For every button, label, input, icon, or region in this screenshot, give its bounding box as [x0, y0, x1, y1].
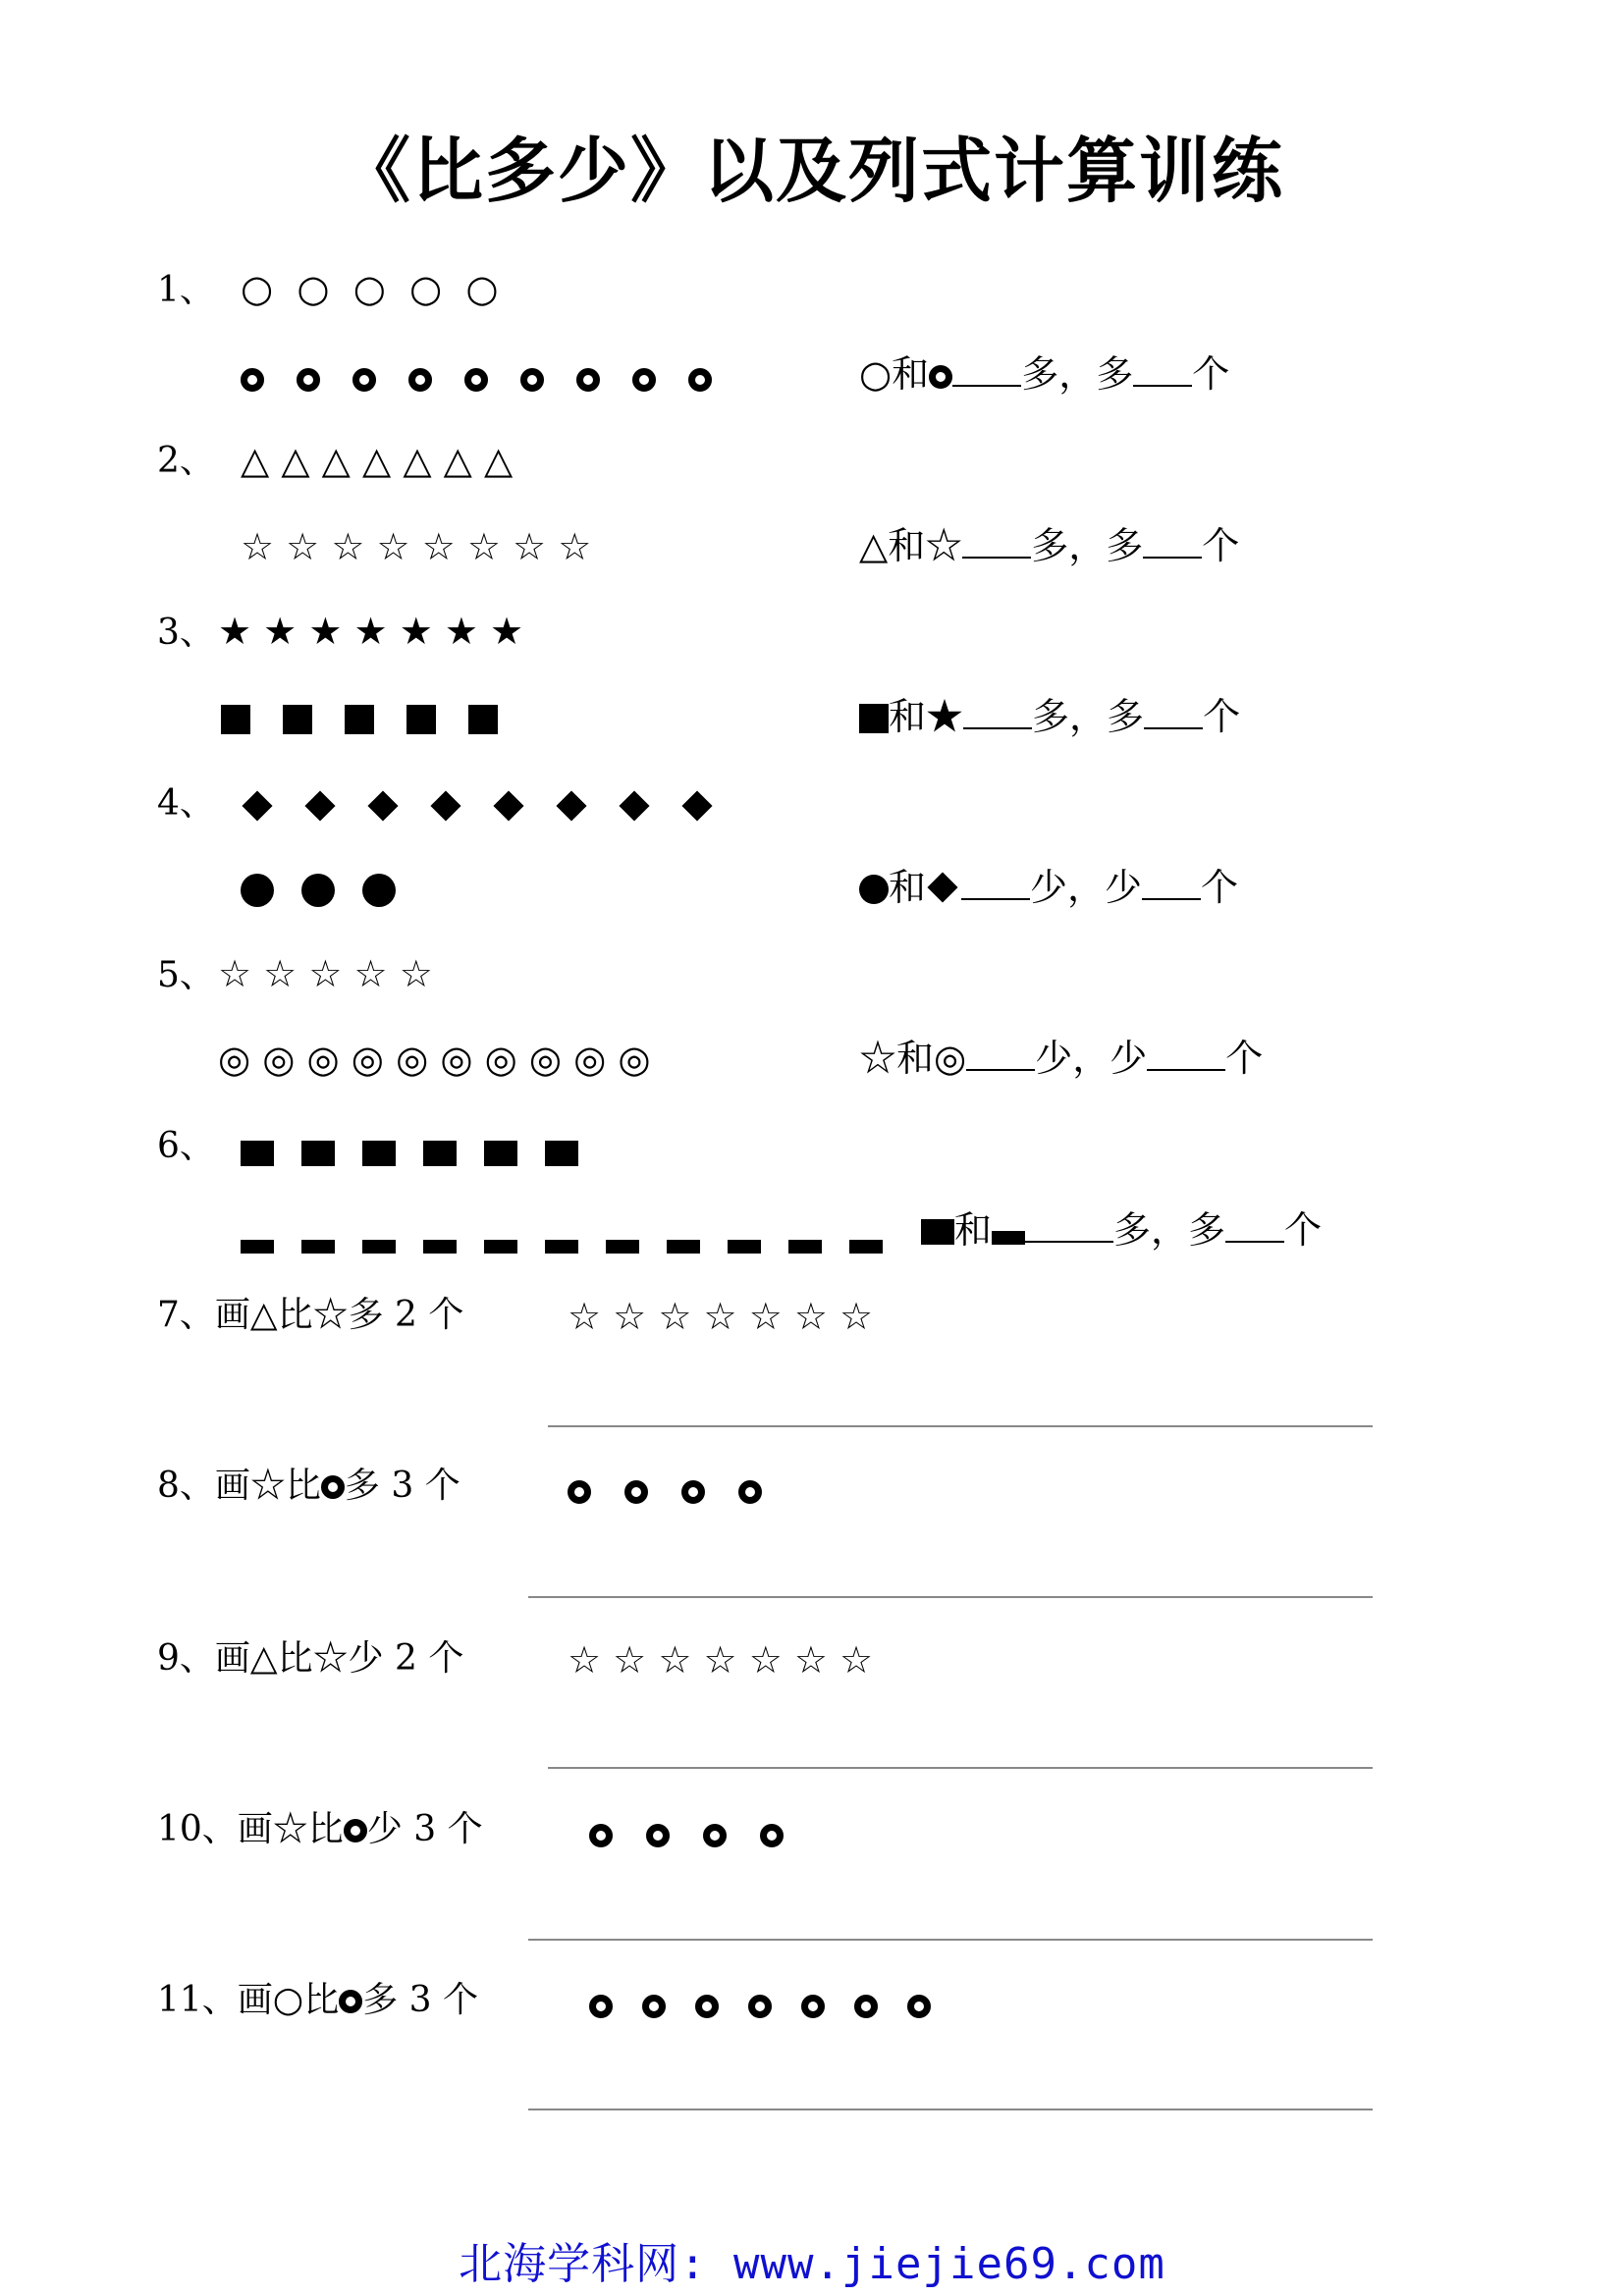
page-title: 《比多少》以及列式计算训练	[339, 129, 1284, 212]
shape-row: ☆ ☆ ☆ ☆ ☆ ☆ ☆	[568, 1295, 874, 1338]
shape-row-bottom: ☆ ☆ ☆ ☆ ☆ ☆ ☆ ☆	[241, 525, 592, 568]
shape-row	[589, 1814, 784, 1851]
answer-blank[interactable]	[963, 726, 1032, 729]
shape-row: ☆ ☆ ☆ ☆ ☆ ☆ ☆	[568, 1638, 874, 1682]
item-number: 5、	[157, 955, 215, 995]
shape-row-bottom: ◎ ◎ ◎ ◎ ◎ ◎ ◎ ◎ ◎ ◎	[218, 1038, 651, 1081]
answer-blank[interactable]	[952, 384, 1021, 387]
item-number: 6、	[157, 1126, 215, 1166]
shape-row-top: ★ ★ ★ ★ ★ ★ ★	[218, 610, 524, 653]
shape-row-top: △ △ △ △ △ △ △	[241, 439, 514, 482]
answer-blank[interactable]	[961, 897, 1030, 900]
shape-row	[568, 1470, 762, 1508]
answer-blank[interactable]	[1133, 384, 1192, 387]
draw-prompt: 7、画△比☆多 2 个	[157, 1295, 464, 1335]
item-number: 1、	[157, 270, 215, 310]
drawing-line[interactable]	[528, 1939, 1373, 1941]
shape-row-top	[241, 1133, 578, 1170]
shape-row-top: ○ ○ ○ ○ ○	[241, 267, 499, 310]
drawing-line[interactable]	[528, 2109, 1373, 2110]
answer-blank[interactable]	[1142, 897, 1201, 900]
drawing-line[interactable]	[528, 1596, 1373, 1598]
shape-row-top	[241, 787, 714, 825]
shape-row-bottom	[241, 358, 712, 396]
answer-blank[interactable]	[966, 1068, 1035, 1071]
question: 和 少，少 个	[859, 869, 1238, 906]
question: ☆和◎ 少，少 个	[859, 1037, 1264, 1080]
answer-blank[interactable]	[962, 556, 1031, 559]
question: △和☆ 多，多 个	[859, 524, 1240, 567]
answer-blank[interactable]	[1144, 726, 1203, 729]
drawing-line[interactable]	[548, 1767, 1373, 1769]
shape-row-bottom	[221, 699, 498, 736]
draw-prompt: 9、画△比☆少 2 个	[157, 1638, 464, 1679]
shape-row	[589, 1985, 931, 2022]
draw-prompt: 11、画○比 多 3 个	[157, 1980, 479, 2020]
item-number: 3、	[157, 613, 215, 653]
answer-blank[interactable]	[1025, 1240, 1113, 1243]
draw-prompt: 8、画☆比 多 3 个	[157, 1466, 460, 1506]
shape-row-bottom	[241, 871, 396, 908]
shape-row-bottom	[241, 1220, 883, 1257]
item-number: 2、	[157, 441, 215, 481]
draw-prompt: 10、画☆比 少 3 个	[157, 1809, 483, 1849]
item-number: 4、	[157, 783, 215, 824]
question: 和 多，多 个	[921, 1211, 1322, 1249]
shape-row-top: ☆ ☆ ☆ ☆ ☆	[218, 952, 433, 995]
answer-blank[interactable]	[1147, 1068, 1225, 1071]
footer-watermark[interactable]: 北海学科网: www.jiejie69.com	[459, 2239, 1165, 2289]
drawing-line[interactable]	[548, 1425, 1373, 1427]
answer-blank[interactable]	[1225, 1240, 1284, 1243]
question: ○和 多，多 个	[859, 352, 1230, 396]
question: 和★ 多，多 个	[859, 698, 1240, 735]
answer-blank[interactable]	[1143, 556, 1202, 559]
